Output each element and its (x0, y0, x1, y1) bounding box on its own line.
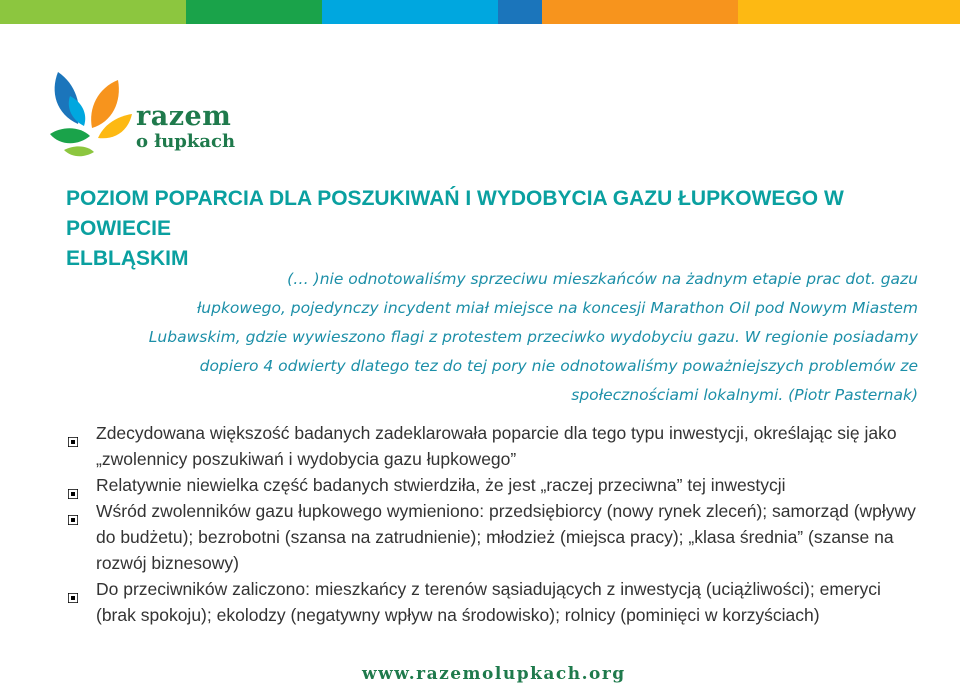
bullet-item (66, 498, 920, 576)
top-bar-segment-cyan (322, 0, 498, 24)
page-title-line-2: ELBLĄSKIM (66, 247, 189, 270)
bullet-list (66, 420, 920, 628)
logo-wordmark (136, 101, 236, 152)
square-bullet-icon (68, 428, 78, 438)
bullet-text: Zdecydowana większość badanych zadeklarowała poparcie dla tego typu inwestycji, określając się jako (96, 423, 897, 443)
bullet-text: (brak spokoju); ekolodzy (negatywny wpływ na środowisko); rolnicy (pominięci w korzyściach) (96, 605, 820, 625)
bullet-text: Wśród zwolenników gazu łupkowego wymieniono: przedsiębiorcy (nowy rynek zleceń); samorząd (wpływy (96, 501, 916, 521)
quote-line: dopiero 4 odwierty dlatego tez do tej pory nie odnotowaliśmy poważniejszych problemów ze (199, 357, 918, 375)
page-title-line-1: POZIOM POPARCIA DLA POSZUKIWAŃ I WYDOBYCIA GAZU ŁUPKOWEGO W POWIECIE (66, 187, 844, 240)
bullet-text: Relatywnie niewielka część badanych stwierdziła, że jest „raczej przeciwna” tej inwestycji (96, 475, 786, 495)
quote-line: (… )nie odnotowaliśmy sprzeciwu mieszkańców na żadnym etapie prac dot. gazu (287, 270, 918, 288)
square-bullet-icon (68, 480, 78, 490)
bullet-text: Do przeciwników zaliczono: mieszkańcy z terenów sąsiadujących z inwestycją (uciążliwości); emeryci (96, 579, 881, 599)
footer-url[interactable]: www.razemolupkach.org (362, 664, 626, 684)
logo (48, 66, 248, 158)
logo-line-1: razem (136, 101, 232, 132)
leaves-logo-icon (48, 66, 140, 158)
bullet-item (66, 576, 920, 628)
quote-line: Lubawskim, gdzie wywieszono flagi z protestem przeciwko wydobyciu gazu. W regionie posiadamy (148, 328, 918, 346)
logo-line-2: o łupkach (136, 131, 236, 152)
quote-line: łupkowego, pojedynczy incydent miał miejsce na koncesji Marathon Oil pod Nowym Miastem (196, 299, 918, 317)
top-bar-segment-lime (0, 0, 186, 24)
top-bar-segment-yellow (738, 0, 960, 24)
bullet-item (66, 420, 920, 472)
bullet-text: do budżetu); bezrobotni (szansa na zatrudnienie); młodzież (miejsca pracy); „klasa średnia” (szanse na (96, 527, 894, 547)
top-bar-segment-green (186, 0, 322, 24)
top-color-bar (0, 0, 960, 24)
square-bullet-icon (68, 584, 78, 594)
top-bar-segment-blue (498, 0, 542, 24)
bullet-text: rozwój biznesowy) (96, 553, 239, 573)
bullet-item (66, 472, 920, 498)
quote-block (62, 265, 918, 410)
bullet-text: „zwolennicy poszukiwań i wydobycia gazu łupkowego” (96, 449, 517, 469)
page-title (66, 184, 926, 274)
quote-line: społecznościami lokalnymi. (Piotr Pasternak) (571, 386, 918, 404)
top-bar-segment-orange (542, 0, 738, 24)
square-bullet-icon (68, 506, 78, 516)
